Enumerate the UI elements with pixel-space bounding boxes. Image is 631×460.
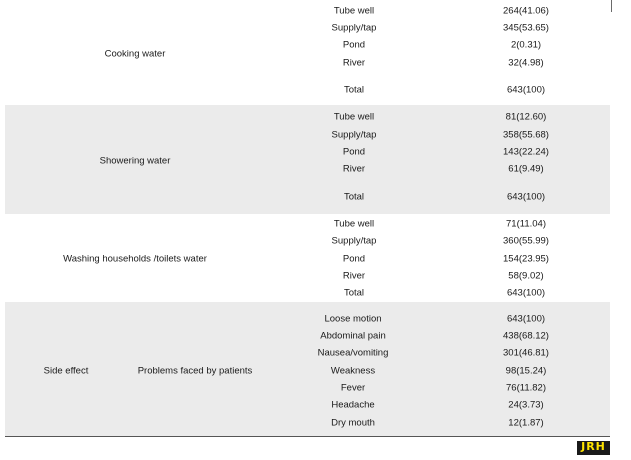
row-item: River <box>342 270 366 282</box>
row-value: 24(3.73) <box>508 399 544 411</box>
row-item: Pond <box>342 146 366 158</box>
row-value: 76(11.82) <box>506 382 546 394</box>
table-section-side-effects <box>5 302 610 436</box>
table-bottom-border <box>5 436 610 437</box>
row-item: Total <box>343 84 365 96</box>
row-item: Loose motion <box>324 313 382 325</box>
row-value: 32(4.98) <box>508 57 544 69</box>
row-value: 58(9.02) <box>508 270 544 282</box>
row-value: 71(11.04) <box>506 218 546 230</box>
category-label: Side effect <box>43 365 89 377</box>
row-value: 438(68.12) <box>503 330 549 342</box>
row-item: Tube well <box>333 5 375 17</box>
row-item: Pond <box>342 39 366 51</box>
row-item: River <box>342 57 366 69</box>
journal-logo <box>577 441 610 455</box>
row-item: Supply/tap <box>331 129 377 141</box>
row-item: Tube well <box>333 111 375 123</box>
row-value: 643(100) <box>506 191 546 203</box>
row-value: 301(46.81) <box>503 347 549 359</box>
row-value: 264(41.06) <box>503 5 549 17</box>
row-item: Dry mouth <box>331 417 375 429</box>
row-item: Tube well <box>333 218 375 230</box>
row-value: 98(15.24) <box>505 365 547 377</box>
row-item: Total <box>343 287 365 299</box>
row-value: 360(55.99) <box>503 235 549 247</box>
table-section-washing-water <box>5 214 610 302</box>
row-item: Pond <box>342 253 366 265</box>
row-value: 643(100) <box>506 287 546 299</box>
table-section-showering-water <box>5 105 610 214</box>
row-item: Abdominal pain <box>320 330 386 342</box>
row-item: Total <box>343 191 365 203</box>
row-value: 81(12.60) <box>505 111 547 123</box>
row-item: Nausea/vomiting <box>317 347 389 359</box>
section-label: Problems faced by patients <box>137 365 253 377</box>
section-label: Cooking water <box>104 48 166 60</box>
row-value: 358(55.68) <box>503 129 549 141</box>
row-value: 143(22.24) <box>503 146 549 158</box>
section-label: Showering water <box>99 155 171 167</box>
row-value: 643(100) <box>506 313 546 325</box>
row-item: Supply/tap <box>331 22 377 34</box>
row-value: 643(100) <box>506 84 546 96</box>
row-value: 154(23.95) <box>503 253 549 265</box>
row-item: Headache <box>331 399 375 411</box>
row-value: 12(1.87) <box>508 417 544 429</box>
row-item: Weakness <box>330 365 376 377</box>
table-section-cooking-water <box>5 0 610 105</box>
row-value: 345(53.65) <box>503 22 549 34</box>
table-right-edge <box>611 0 612 12</box>
row-value: 2(0.31) <box>510 39 542 51</box>
row-item: Fever <box>340 382 366 394</box>
journal-logo-text: JRH <box>581 441 606 453</box>
section-label: Washing households /toilets water <box>63 253 207 265</box>
row-value: 61(9.49) <box>508 163 544 175</box>
row-item: River <box>342 163 366 175</box>
row-item: Supply/tap <box>331 235 377 247</box>
